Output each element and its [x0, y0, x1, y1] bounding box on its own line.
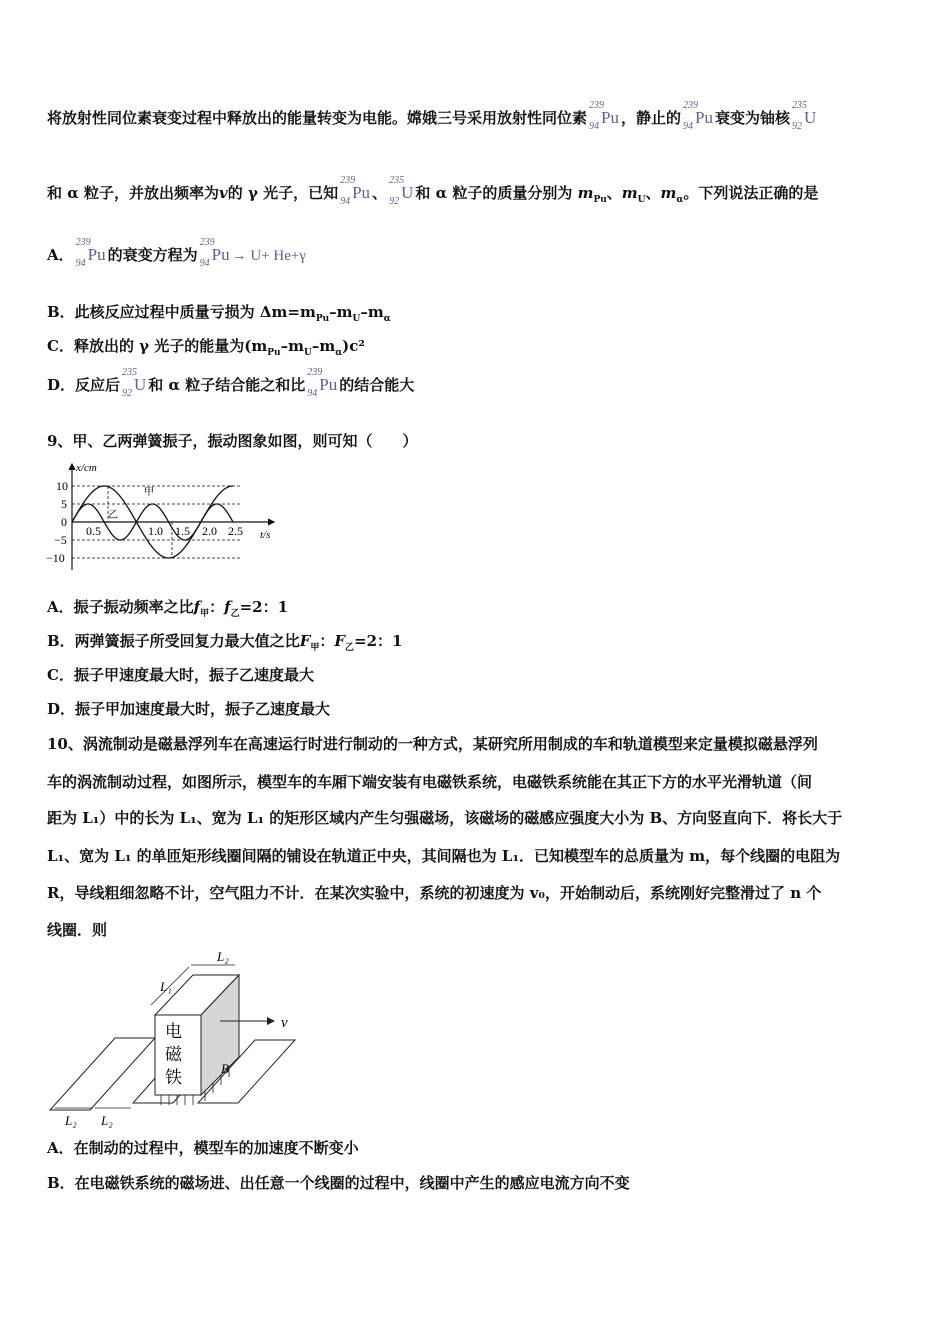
- eddy-brake-figure: [45, 945, 310, 1130]
- x-axis-label: t/s: [260, 529, 271, 541]
- label-l2-top: L₂: [217, 949, 229, 964]
- oscillation-graph: [42, 458, 282, 578]
- q8-text: 将放射性同位素衰变过程中释放出的能量转变为电能。嫦娥三号采用放射性同位素: [47, 109, 588, 127]
- q10-option-a: A．在制动的过程中，模型车的加速度不断变小: [47, 1139, 359, 1157]
- q10-line5: R，导线粗细忽略不计，空气阻力不计．在某次实验中，系统的初速度为 v₀，开始制动后，系统刚好完整滑过了 n 个: [47, 884, 822, 902]
- q9-option-a: A．振子振动频率之比$f_甲$：$f_乙=2$：1: [47, 598, 289, 619]
- ytick-5: 5: [61, 497, 67, 511]
- y-axis-label: x/cm: [76, 462, 97, 474]
- q9-option-c: C．振子甲速度最大时，振子乙速度最大: [47, 666, 314, 684]
- label-jia: 甲: [144, 487, 154, 498]
- xtick-2.5: 2.5: [228, 524, 243, 538]
- q9-option-b: B．两弹簧振子所受回复力最大值之比$F_甲$：$F_乙=2$：1: [47, 632, 403, 653]
- u-isotope: 235 92 U: [389, 175, 414, 207]
- xtick-2.0: 2.0: [202, 524, 217, 538]
- ytick-neg5: −5: [54, 533, 67, 547]
- pu-isotope: 239 94 Pu: [589, 100, 619, 132]
- ytick-10: 10: [56, 479, 68, 493]
- q10-option-b: B．在电磁铁系统的磁场进、出任意一个线圈的过程中，线圈中产生的感应电流方向不变: [47, 1174, 630, 1192]
- label-l2-right: L₂: [101, 1113, 113, 1128]
- decay-equation: 239 94 Pu → U+ He+γ: [199, 237, 306, 269]
- ytick-0: 0: [61, 515, 67, 529]
- box-char-1: 电: [165, 1022, 182, 1041]
- q10-line1: 10、涡流制动是磁悬浮列车在高速运行时进行制动的一种方式，某研究所用制成的车和轨道模型来定量模拟磁悬浮列: [47, 735, 818, 753]
- label-b: B: [221, 1061, 229, 1076]
- q9-stem: 9、甲、乙两弹簧振子，振动图象如图，则可知（ ）: [47, 432, 418, 450]
- label-v: v: [281, 1015, 288, 1031]
- box-char-2: 磁: [165, 1045, 182, 1064]
- label-l2-left: L₂: [65, 1113, 77, 1128]
- q8-option-c: C．释放出的 γ 光子的能量为$(m_{Pu}-m_U-m_\alpha)c^2$: [47, 337, 365, 358]
- label-yi: 乙: [108, 510, 118, 521]
- q10-line3: 距为 L₁）中的长为 L₁、宽为 L₁ 的矩形区域内产生匀强磁场，该磁场的磁感应强度大小为 B、方向竖直向下．将长大于: [47, 809, 843, 827]
- q10-line2: 车的涡流制动过程，如图所示，模型车的车厢下端安装有电磁铁系统，电磁铁系统能在其正下方的水平光滑轨道（间: [47, 773, 813, 791]
- xtick-1.0: 1.0: [148, 524, 163, 538]
- xtick-1.5: 1.5: [175, 524, 190, 538]
- q8-line2: 和 α 粒子，并放出频率为v的 γ 光子，已知 239 94 Pu 、 235 92 U 和 α 粒子的质量分别为 $m_{Pu}$、$m_U$、$m_\alpha$。下列说法正确的是: [47, 175, 819, 207]
- u-isotope: 235 92 U: [791, 100, 817, 132]
- q8-option-a: A． 239 94 Pu 的衰变方程为 239 94 Pu → U+ He+γ: [47, 237, 306, 269]
- ytick-neg10: −10: [46, 551, 65, 565]
- q8-option-b: B．此核反应过程中质量亏损为 $\Delta m=m_{Pu}-m_U-m_\alpha$: [47, 303, 391, 324]
- xtick-0.5: 0.5: [86, 524, 101, 538]
- label-l1: L₁: [160, 979, 172, 994]
- q10-line4: L₁、宽为 L₁ 的单匝矩形线圈间隔的铺设在轨道正中央，其间隔也为 L₁．已知模型车的总质量为 m，每个线圈的电阻为: [47, 847, 841, 865]
- q10-line6: 线圈．则: [47, 921, 108, 939]
- box-char-3: 铁: [165, 1068, 182, 1087]
- q8-line1: 将放射性同位素衰变过程中释放出的能量转变为电能。嫦娥三号采用放射性同位素 239 94 Pu ，静止的 239 94 Pu 衰变为铀核 235 92 U: [47, 100, 817, 132]
- pu-isotope: 239 94 Pu: [340, 175, 371, 207]
- q8-option-d: D．反应后 235 92 U 和 α 粒子结合能之和比 239 94 Pu 的结合能大: [47, 367, 415, 399]
- q9-option-d: D．振子甲加速度最大时，振子乙速度最大: [47, 700, 331, 718]
- pu-isotope: 239 94 Pu: [683, 100, 713, 132]
